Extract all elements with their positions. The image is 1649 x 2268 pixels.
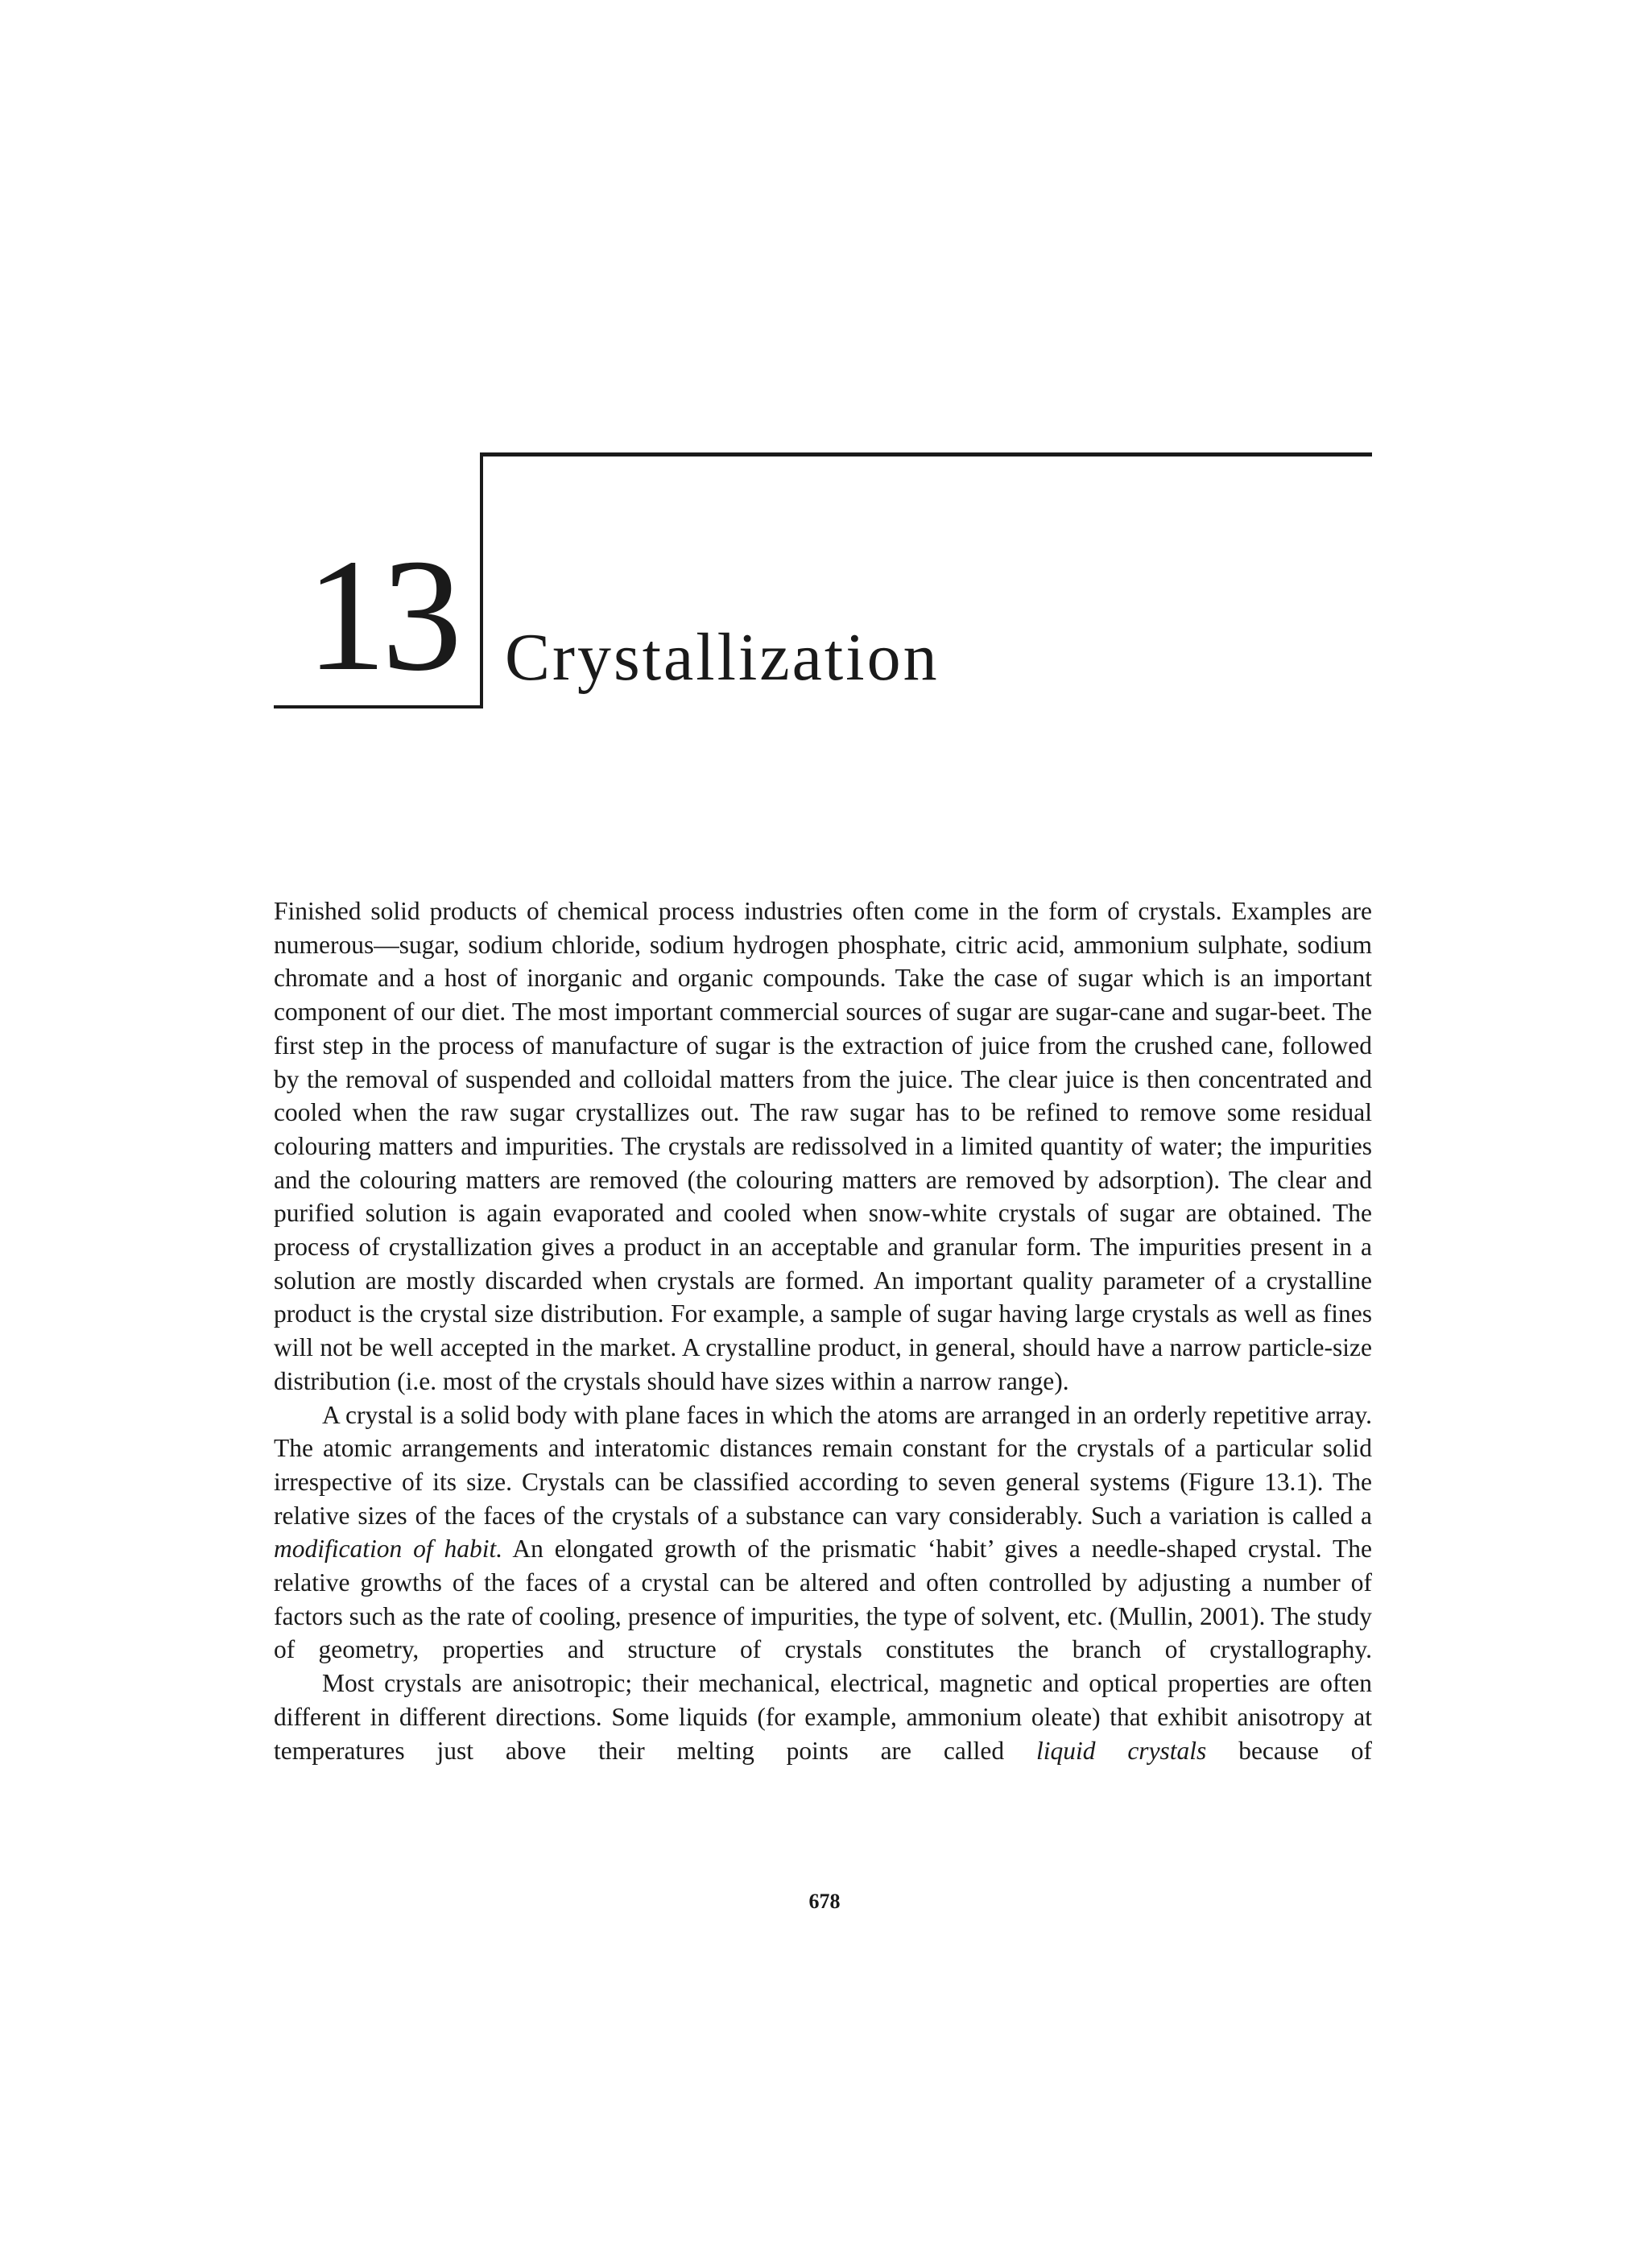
- paragraph-3: [274, 1667, 1372, 1767]
- paragraph-2-text-start: A crystal is a solid body with plane faces in which the atoms are arranged in an orderly repetitive array. The atomic arrangements and interatomic distances remain constant for the crystals of a particular solid irrespective of its size. Crystals can be classified according to seven general systems (Figure 13.1). The relative sizes of the faces of the crystals of a substance can vary considerably. Such a variation is called a: [274, 1400, 1372, 1530]
- paragraph-3-text-end: because of: [1206, 1736, 1372, 1765]
- chapter-title: Crystallization: [505, 620, 940, 695]
- paragraph-2-italic-term: modification of habit.: [274, 1535, 503, 1564]
- paragraph-2: [274, 1398, 1372, 1667]
- paragraph-3-italic-term: liquid crystals: [1035, 1736, 1207, 1765]
- chapter-heading-top-rule: [480, 452, 1372, 456]
- chapter-number: 13: [306, 527, 457, 704]
- chapter-number-underline: [274, 705, 483, 708]
- paragraph-1-text: Finished solid products of chemical process industries often come in the form of crystals. Examples are numerous—sugar, sodium chloride, sodium hydrogen phosphate, citric acid, ammonium sulphate, sodium chromate and a host of inorganic and organic compounds. Take the case of sugar which is an important component of our diet. The most important commercial sources of sugar are sugar-cane and sugar-beet. The first step in the process of manufacture of sugar is the extraction of juice from the crushed cane, followed by the removal of suspended and colloidal matters from the juice. The clear juice is then concentrated and cooled when the raw sugar crystallizes out. The raw sugar has to be refined to remove some residual colouring matters and impurities. The crystals are redissolved in a limited quantity of water; the impurities and the colouring matters are removed (the colouring matters are removed by adsorption). The clear and purified solution is again evaporated and cooled when snow-white crystals of sugar are obtained. The process of crystallization gives a product in an acceptable and granular form. The impurities present in a solution are mostly discarded when crystals are formed. An important quality parameter of a crystalline product is the crystal size distribution. For example, a sample of sugar having large crystals as well as fines will not be well accepted in the market. A crystalline product, in general, should have a narrow particle-size distribution (i.e. most of the crystals should have sizes within a narrow range).: [274, 897, 1372, 1395]
- body-text: [274, 894, 1372, 1767]
- page-number: 678: [808, 1890, 841, 1913]
- paragraph-2-text-end: An elongated growth of the prismatic ‘habit’ gives a needle-shaped crystal. The relative growths of the faces of a crystal can be altered and often controlled by adjusting a number of factors such as the rate of cooling, presence of impurities, the type of solvent, etc. (Mullin, 2001). The study of geometry, properties and structure of crystals constitutes the branch of crystallography.: [274, 1535, 1372, 1664]
- paragraph-1: [274, 894, 1372, 1398]
- paragraph-3-text-start: Most crystals are anisotropic; their mechanical, electrical, magnetic and optical properties are often different in different directions. Some liquids (for example, ammonium oleate) that exhibit anisotropy at temperatures just above their melting points are called: [274, 1669, 1372, 1765]
- chapter-heading-vertical-rule: [480, 452, 483, 708]
